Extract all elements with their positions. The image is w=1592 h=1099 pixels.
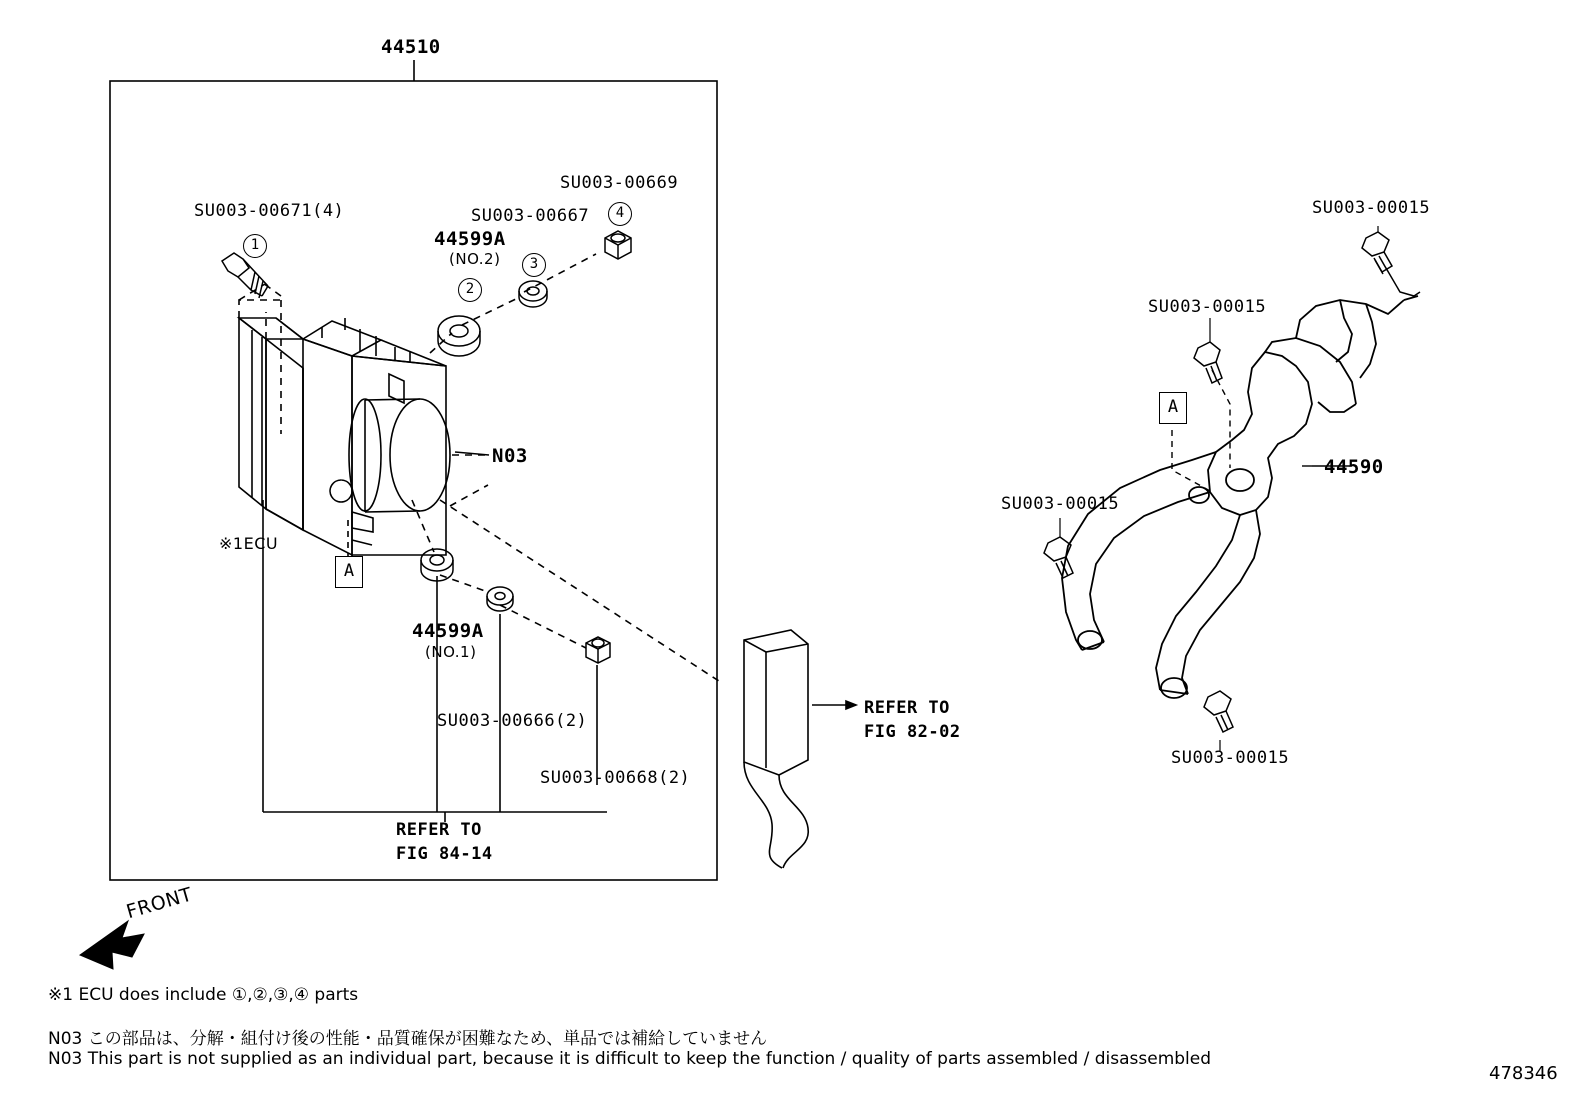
label-su003-00668: SU003-00668(2) (540, 768, 691, 788)
label-ecu-note: ※1ECU (219, 534, 279, 553)
document-id: 478346 (1489, 1063, 1558, 1084)
circled-number-1: 1 (243, 234, 267, 258)
label-44510: 44510 (381, 36, 441, 58)
footnote-ecu: ※1 ECU does include ①,②,③,④ parts (48, 985, 359, 1005)
label-su003-00015-upper-mid: SU003-00015 (1148, 297, 1267, 317)
label-n03-callout: N03 (492, 445, 528, 467)
footnote-n03-en: N03 This part is not supplied as an individual part, because it is difficult to keep the function / quality of parts assembled / disassembled (48, 1049, 1212, 1069)
label-su003-00667: SU003-00667 (471, 206, 590, 226)
label-refer-fig-82-02-line2: FIG 82-02 (864, 722, 961, 742)
label-44599a-no1-sub: (NO.1) (425, 643, 477, 661)
label-44599a-no2: 44599A (434, 228, 506, 250)
label-su003-00015-bottom: SU003-00015 (1171, 748, 1290, 768)
footnote-n03-jp: N03 この部品は、分解・組付け後の性能・品質確保が困難なため、単品では補給していません (48, 1029, 768, 1049)
label-su003-00015-top-right: SU003-00015 (1312, 198, 1431, 218)
circled-number-3: 3 (522, 253, 546, 277)
label-su003-00669: SU003-00669 (560, 173, 679, 193)
label-su003-00015-left: SU003-00015 (1001, 494, 1120, 514)
label-su003-00666: SU003-00666(2) (437, 711, 588, 731)
label-section-a-left: A (335, 556, 363, 588)
label-44590: 44590 (1324, 456, 1384, 478)
label-section-a-right: A (1159, 392, 1187, 424)
label-refer-fig-84-14-line2: FIG 84-14 (396, 844, 493, 864)
label-44599a-no2-sub: (NO.2) (449, 250, 501, 268)
label-refer-fig-82-02-line1: REFER TO (864, 698, 950, 718)
circled-number-2: 2 (458, 278, 482, 302)
label-44599a-no1: 44599A (412, 620, 484, 642)
label-refer-fig-84-14-line1: REFER TO (396, 820, 482, 840)
label-su003-00671: SU003-00671(4) (194, 201, 345, 221)
circled-number-4: 4 (608, 202, 632, 226)
label-front-marker: FRONT (124, 883, 195, 924)
